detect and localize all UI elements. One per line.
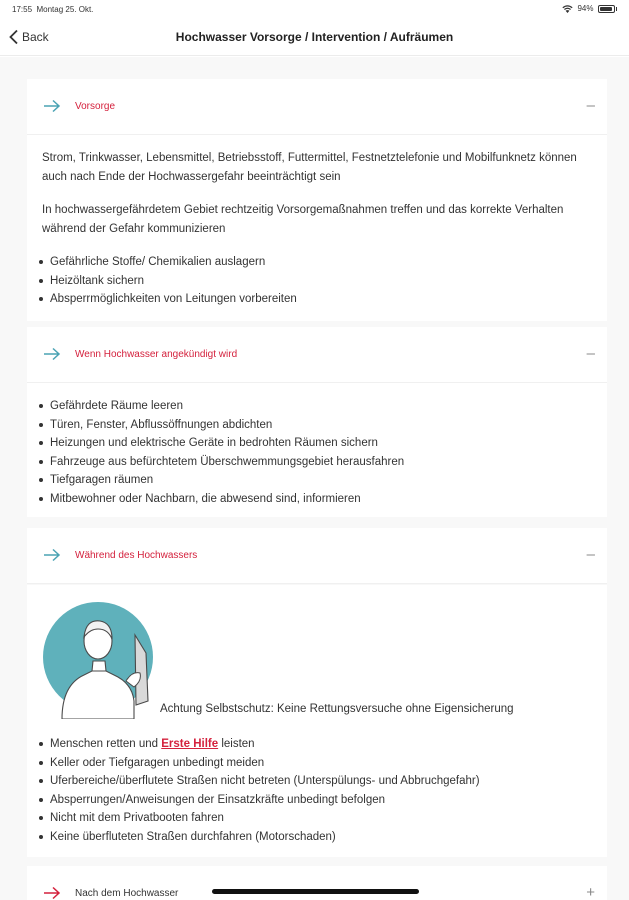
collapse-icon[interactable]: – <box>586 345 595 362</box>
section-title: Vorsorge <box>75 101 116 112</box>
bullet-list <box>36 253 596 309</box>
battery-percent: 94% <box>577 4 594 13</box>
list-item: Keine überfluteten Straßen durchfahren (Motorschaden) <box>36 828 596 847</box>
status-indicators <box>562 4 617 13</box>
list-item: Türen, Fenster, Abflussöffnungen abdichten <box>36 416 596 435</box>
back-label: Back <box>22 30 49 44</box>
section-title: Nach dem Hochwasser <box>75 888 179 899</box>
section-title: Während des Hochwassers <box>75 550 198 561</box>
battery-icon <box>598 5 615 13</box>
list-item: Absperrungen/Anweisungen der Einsatzkräfte unbedingt befolgen <box>36 791 596 810</box>
list-item: Absperrmöglichkeiten von Leitungen vorbereiten <box>36 290 596 309</box>
list-item: Heizungen und elektrische Geräte in bedrohten Räumen sichern <box>36 434 596 453</box>
status-date: Montag 25. Okt. <box>36 5 94 14</box>
section-title: Wenn Hochwasser angekündigt wird <box>75 349 238 360</box>
list-item <box>36 735 596 754</box>
accordion-header-waehrend[interactable] <box>27 528 607 584</box>
arrow-right-icon <box>43 99 61 113</box>
paragraph: Strom, Trinkwasser, Lebensmittel, Betriebsstoff, Futtermittel, Festnetztelefonie und Mobilfunknetz können auch nach Ende der Hochwassergefahr beeinträchtigt sein <box>42 152 577 183</box>
list-item: Gefährliche Stoffe/ Chemikalien auslagern <box>36 253 596 272</box>
list-item: Gefährdete Räume leeren <box>36 397 596 416</box>
erste-hilfe-link[interactable]: Erste Hilfe <box>161 738 219 750</box>
list-item: Tiefgaragen räumen <box>36 471 596 490</box>
collapse-icon[interactable]: – <box>586 97 595 114</box>
expand-icon[interactable]: + <box>586 884 595 900</box>
arrow-right-icon <box>43 886 61 900</box>
list-item: Keller oder Tiefgaragen unbedingt meiden <box>36 754 596 773</box>
paragraph: In hochwassergefährdetem Gebiet rechtzeitig Vorsorgemaßnahmen treffen und das korrekte Verhalten während der Gefahr kommunizieren <box>42 204 564 235</box>
arrow-right-icon <box>43 347 61 361</box>
list-item: Heizöltank sichern <box>36 272 596 291</box>
status-time: 17:55 Montag 25. Okt. <box>12 5 94 14</box>
list-item: Fahrzeuge aus befürchtetem Überschwemmungsgebiet herausfahren <box>36 453 596 472</box>
page-title: Hochwasser Vorsorge / Intervention / Aufräumen <box>175 30 454 44</box>
navigation-bar <box>0 20 629 56</box>
status-bar <box>0 0 629 20</box>
arrow-right-icon <box>43 548 61 562</box>
accordion-header-ankuendigung[interactable] <box>27 327 607 383</box>
list-item: Nicht mit dem Privatbooten fahren <box>36 809 596 828</box>
home-indicator[interactable] <box>212 889 419 894</box>
list-item: Mitbewohner oder Nachbarn, die abwesend sind, informieren <box>36 490 596 509</box>
self-protection-illustration <box>40 601 158 719</box>
bullet-list <box>36 735 596 847</box>
accordion-header-vorsorge[interactable] <box>27 79 607 135</box>
collapse-icon[interactable]: – <box>586 546 595 563</box>
list-item-text: leisten <box>218 738 255 750</box>
wifi-icon <box>562 5 573 13</box>
list-item: Uferbereiche/überflutete Straßen nicht betreten (Unterspülungs- und Abbruchgefahr) <box>36 772 596 791</box>
list-item-text: Menschen retten und <box>50 738 162 750</box>
battery-cap <box>616 7 618 11</box>
illustration-caption: Achtung Selbstschutz: Keine Rettungsversuche ohne Eigensicherung <box>160 703 514 715</box>
bullet-list <box>36 397 596 509</box>
accordion-header-nach[interactable] <box>27 866 607 900</box>
